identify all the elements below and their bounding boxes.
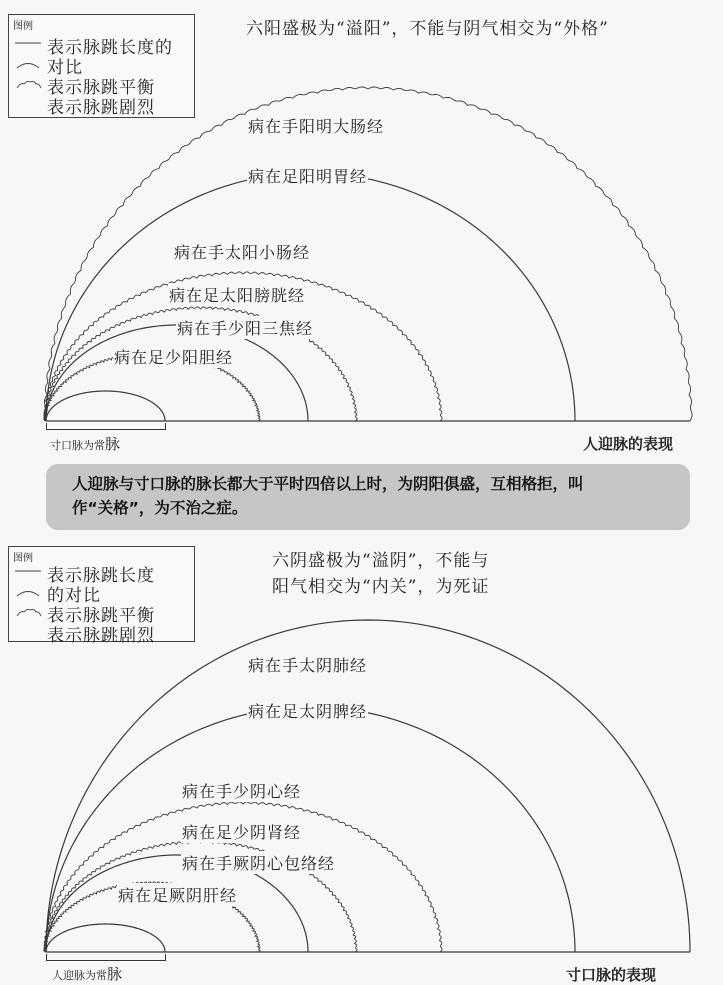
banner-line-2: 作“关格”，为不治之症。: [72, 499, 248, 517]
legend-label-intense: 表示脉跳剧烈: [47, 98, 155, 118]
diagram-caption: 人迎脉的表现: [583, 435, 674, 453]
arc-label-2: 病在足太阴脾经: [247, 699, 368, 722]
legend-label-balance: 表示脉跳平衡: [47, 606, 155, 626]
baseline-label-small: 寸口脉为常: [50, 439, 105, 452]
legend-label-length: 表示脉跳长度的: [47, 38, 173, 58]
legend-title: 图例: [13, 553, 33, 564]
pulse-arc: [46, 924, 165, 952]
pulse-arc: [46, 707, 575, 952]
legend-label-compare: 对比: [47, 58, 83, 78]
arc-label-6: 病在足少阳胆经: [113, 345, 234, 368]
pulse-arc: [46, 325, 308, 421]
arc-label-3: 病在手少阴心经: [181, 779, 302, 802]
baseline-label: [52, 963, 122, 984]
normal-pulse-bracket: [46, 954, 166, 961]
baseline-label-small: 人迎脉为常: [52, 969, 107, 982]
baseline-label-large: 脉: [107, 965, 123, 983]
top-panel: [0, 0, 723, 460]
pulse-arc: [46, 173, 575, 421]
baseline-label: [50, 433, 120, 454]
arc-label-4: 病在足太阳膀胱经: [168, 283, 306, 306]
arc-label-3: 病在手太阳小肠经: [173, 240, 311, 263]
arc-label-5: 病在手厥阴心包络经: [181, 851, 336, 874]
pulse-arc: [46, 391, 165, 421]
arc-label-1: 病在手太阴肺经: [247, 653, 368, 676]
legend-label-intense: 表示脉跳剧烈: [47, 626, 155, 646]
arc-label-5: 病在手少阳三焦经: [176, 316, 314, 339]
header-text: 六阳盛极为“溢阳”，不能与阴气相交为“外格”: [246, 19, 609, 39]
header-text-line-2: 阳气相交为“内关”，为死证: [272, 577, 490, 597]
pulse-arcs-diagram: [0, 542, 723, 985]
header-text-line-1: 六阴盛极为“溢阴”，不能与: [272, 551, 490, 571]
arc-label-1: 病在手阳明大肠经: [247, 114, 385, 137]
legend-title: 图例: [13, 21, 33, 32]
diagram-caption: 寸口脉的表现: [566, 966, 657, 984]
legend-label-balance: 表示脉跳平衡: [47, 78, 155, 98]
normal-pulse-bracket: [46, 423, 166, 430]
legend-label-length: 表示脉跳长度: [47, 566, 155, 586]
arc-label-2: 病在足阳明胃经: [247, 164, 368, 187]
guange-banner: [46, 464, 690, 530]
arc-label-6: 病在足厥阴肝经: [117, 883, 238, 906]
pulse-arcs-diagram: [0, 0, 723, 460]
legend-label-compare: 的对比: [47, 586, 101, 606]
bottom-panel: [0, 542, 723, 985]
banner-line-1: 人迎脉与寸口脉的脉长都大于平时四倍以上时，为阴阳俱盛，互相格拒，叫: [72, 475, 584, 493]
arc-label-4: 病在足少阴肾经: [181, 820, 302, 843]
baseline-label-large: 脉: [105, 435, 121, 453]
